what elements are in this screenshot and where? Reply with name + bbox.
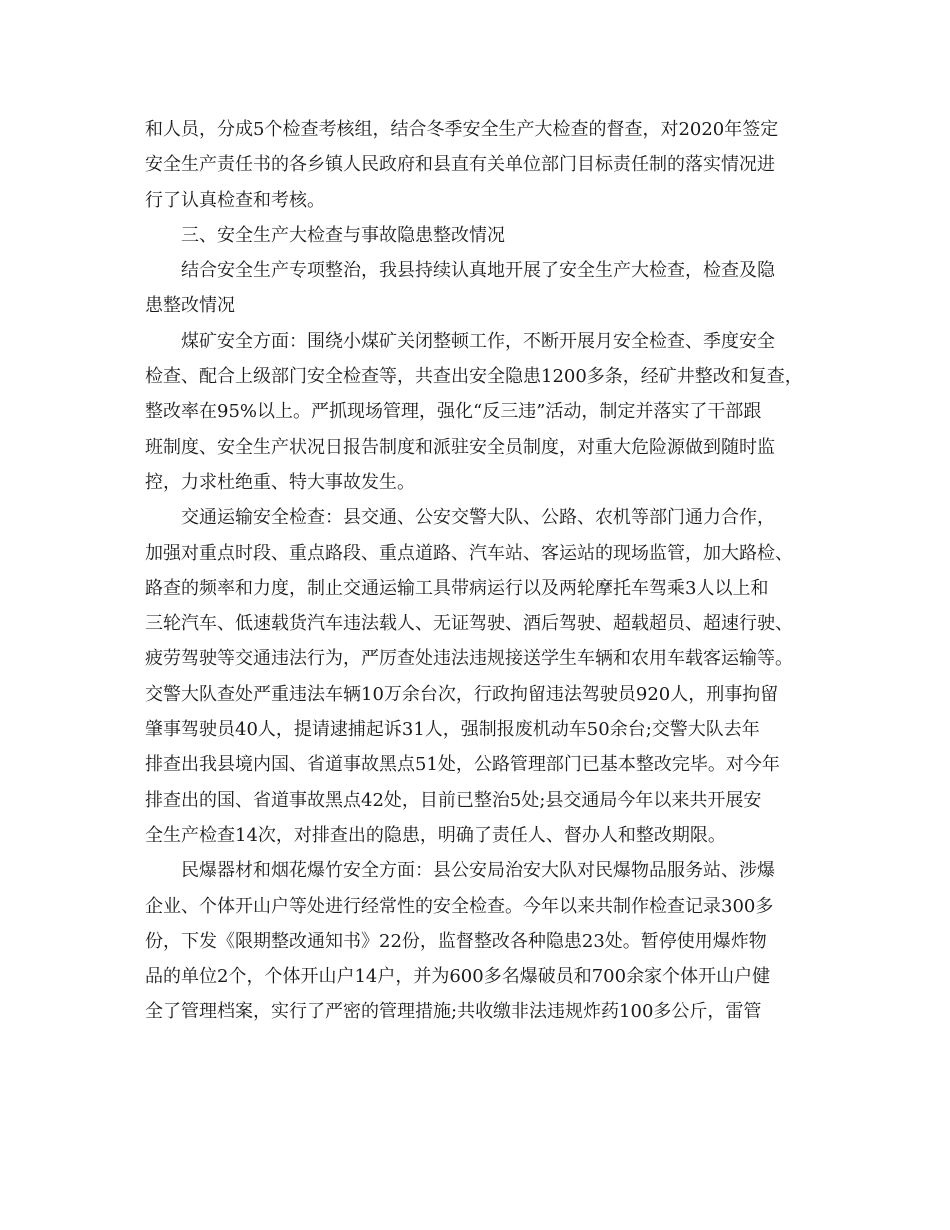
text-line: 安全生产责任书的各乡镇人民政府和县直有关单位部门目标责任制的落实情况进 — [145, 154, 775, 176]
text-line: 全了管理档案，实行了严密的管理措施;共收缴非法违规炸药100多公斤，雷管 — [145, 1001, 762, 1023]
text-line: 品的单位2个，个体开山户14户，并为600多名爆破员和700余家个体开山户健 — [145, 966, 771, 988]
text-line: 煤矿安全方面：围绕小煤矿关闭整顿工作，不断开展月安全检查、季度安全 — [181, 330, 775, 352]
text-line: 整改率在95%以上。严抓现场管理，强化“反三违”活动，制定并落实了干部跟 — [145, 401, 762, 423]
text-line: 排查出的国、省道事故黑点42处，目前已整治5处;县交通局今年以来共开展安 — [145, 789, 762, 811]
text-line: 加强对重点时段、重点路段、重点道路、汽车站、客运站的现场监管，加大路检、 — [145, 542, 793, 564]
text-line: 检查、配合上级部门安全检查等，共查出安全隐患1200多条，经矿井整改和复查， — [145, 366, 803, 388]
text-line: 民爆器材和烟花爆竹安全方面：县公安局治安大队对民爆物品服务站、涉爆 — [181, 860, 775, 882]
text-line: 疲劳驾驶等交通违法行为，严厉查处违法违规接送学生车辆和农用车载客运输等。 — [145, 648, 793, 670]
text-line: 班制度、安全生产状况日报告制度和派驻安全员制度，对重大危险源做到随时监 — [145, 436, 775, 458]
text-line: 交警大队查处严重违法车辆10万余台次，行政拘留违法驾驶员920人，刑事拘留 — [145, 683, 779, 705]
text-line: 份，下发《限期整改通知书》22份，监督整改各种隐患23处。暂停使用爆炸物 — [145, 930, 767, 952]
text-line: 控，力求杜绝重、特大事故发生。 — [145, 471, 415, 493]
text-line: 交通运输安全检查：县交通、公安交警大队、公路、农机等部门通力合作， — [181, 507, 775, 529]
text-line: 全生产检查14次，对排查出的隐患，明确了责任人、督办人和整改期限。 — [145, 824, 726, 846]
text-line: 排查出我县境内国、省道事故黑点51处，公路管理部门已基本整改完毕。对今年 — [145, 754, 780, 776]
text-line: 肇事驾驶员40人，提请逮捕起诉31人，强制报废机动车50余台;交警大队去年 — [145, 719, 760, 741]
text-line: 行了认真检查和考核。 — [145, 189, 325, 211]
text-line: 企业、个体开山户等处进行经常性的安全检查。今年以来共制作检查记录300多 — [145, 895, 774, 917]
text-line: 患整改情况 — [145, 295, 235, 317]
text-line: 和人员，分成5个检查考核组，结合冬季安全生产大检查的督查，对2020年签定 — [145, 119, 779, 140]
document-body — [145, 112, 810, 1030]
text-line: 三、安全生产大检查与事故隐患整改情况 — [181, 224, 505, 246]
text-line: 结合安全生产专项整治，我县持续认真地开展了安全生产大检查，检查及隐 — [181, 260, 775, 282]
text-line: 路查的频率和力度，制止交通运输工具带病运行以及两轮摩托车驾乘3人以上和 — [145, 577, 769, 599]
text-line: 三轮汽车、低速载货汽车违法载人、无证驾驶、酒后驾驶、超载超员、超速行驶、 — [145, 613, 793, 635]
